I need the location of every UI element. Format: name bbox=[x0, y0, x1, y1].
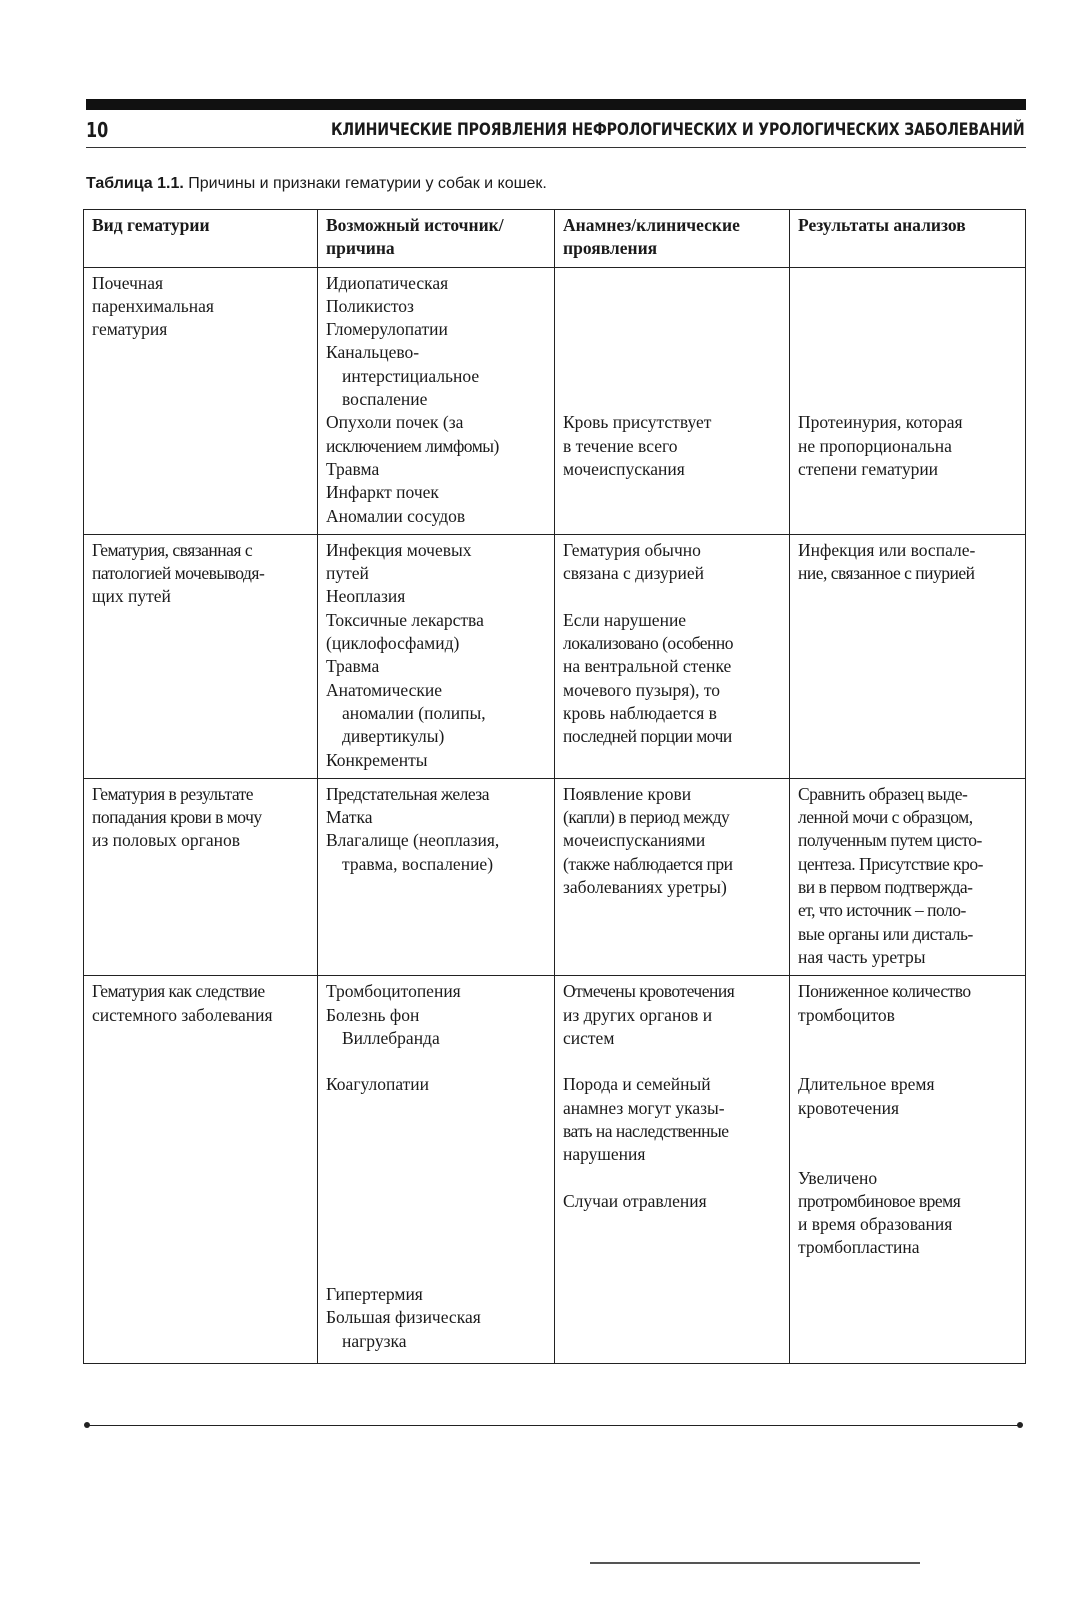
table-row bbox=[84, 267, 1026, 534]
cell-type: Гематурия, связанная с патологией мочевыводя- щих путей bbox=[84, 534, 318, 778]
cell-results: Инфекция или воспале- ние, связанное с пиурией bbox=[790, 534, 1026, 778]
table-caption bbox=[86, 175, 547, 193]
bottom-rule-dot-right bbox=[1017, 1422, 1023, 1428]
table-row bbox=[84, 778, 1026, 975]
cell-history: Гематурия обычно связана с дизурией Если нарушение локализовано (особенно на вентральной стенке мочевого пузыря), то кровь наблюдается в последней порции мочи bbox=[555, 534, 790, 778]
table-caption-text: Причины и признаки гематурии у собак и кошек. bbox=[183, 175, 547, 192]
cell-source: Идиопатическая Поликистоз Гломерулопатии Канальцево- интерстициальное воспаление Опухоли почек (за исключением лимфомы) Травма Инфаркт почек Аномалии сосудов bbox=[318, 267, 555, 534]
header-top-bar bbox=[86, 99, 1026, 110]
bottom-rule-dot-left bbox=[84, 1422, 90, 1428]
cell-results: Пониженное количество тромбоцитов Длительное время кровотечения Увеличено протромбиновое время и время образования тромбопластина bbox=[790, 976, 1026, 1364]
table-row bbox=[84, 534, 1026, 778]
cell-type: Гематурия как следствие системного заболевания bbox=[84, 976, 318, 1364]
cell-history: Появление крови (капли) в период между мочеиспусканиями (также наблюдается при заболеваниях уретры) bbox=[555, 778, 790, 975]
cell-source: Тромбоцитопения Болезнь фон Виллебранда Коагулопатии Гипертермия Большая физическая нагрузка bbox=[318, 976, 555, 1364]
running-header-title: КЛИНИЧЕСКИЕ ПРОЯВЛЕНИЯ НЕФРОЛОГИЧЕСКИХ И УРОЛОГИЧЕСКИХ ЗАБОЛЕВАНИЙ bbox=[331, 120, 1025, 140]
header-rule bbox=[86, 147, 1026, 148]
cell-type: Почечная паренхимальная гематурия bbox=[84, 267, 318, 534]
cell-source: Предстательная железа Матка Влагалище (неоплазия, травма, воспаление) bbox=[318, 778, 555, 975]
page-number: 10 bbox=[86, 118, 109, 142]
table-caption-label: Таблица 1.1. bbox=[86, 175, 184, 192]
table-row bbox=[84, 976, 1026, 1364]
cell-source: Инфекция мочевых путей Неоплазия Токсичные лекарства (циклофосфамид) Травма Анатомические аномалии (полипы, дивертикулы) Конкременты bbox=[318, 534, 555, 778]
cell-results: Сравнить образец выде- ленной мочи с образцом, полученным путем цисто- центеза. Присутствие кро- ви в первом подтвержда- ет, что источник – поло- вые органы или дисталь- ная часть уретры bbox=[790, 778, 1026, 975]
hematuria-table bbox=[83, 209, 1026, 1364]
bottom-rule bbox=[88, 1425, 1020, 1426]
cell-results: Протеинурия, которая не пропорциональна степени гематурии bbox=[790, 267, 1026, 534]
header-cell-source: Возможный источник/ причина bbox=[318, 210, 555, 268]
cell-type: Гематурия в результате попадания крови в мочу из половых органов bbox=[84, 778, 318, 975]
footer-rule bbox=[590, 1562, 920, 1564]
cell-history: Отмечены кровотечения из других органов и систем Порода и семейный анамнез могут указы- вать на наследственные нарушения Случаи отравления bbox=[555, 976, 790, 1364]
table-header-row bbox=[84, 210, 1026, 268]
header-cell-type: Вид гематурии bbox=[84, 210, 318, 268]
header-cell-history: Анамнез/клинические проявления bbox=[555, 210, 790, 268]
cell-history: Кровь присутствует в течение всего мочеиспускания bbox=[555, 267, 790, 534]
header-cell-results: Результаты анализов bbox=[790, 210, 1026, 268]
